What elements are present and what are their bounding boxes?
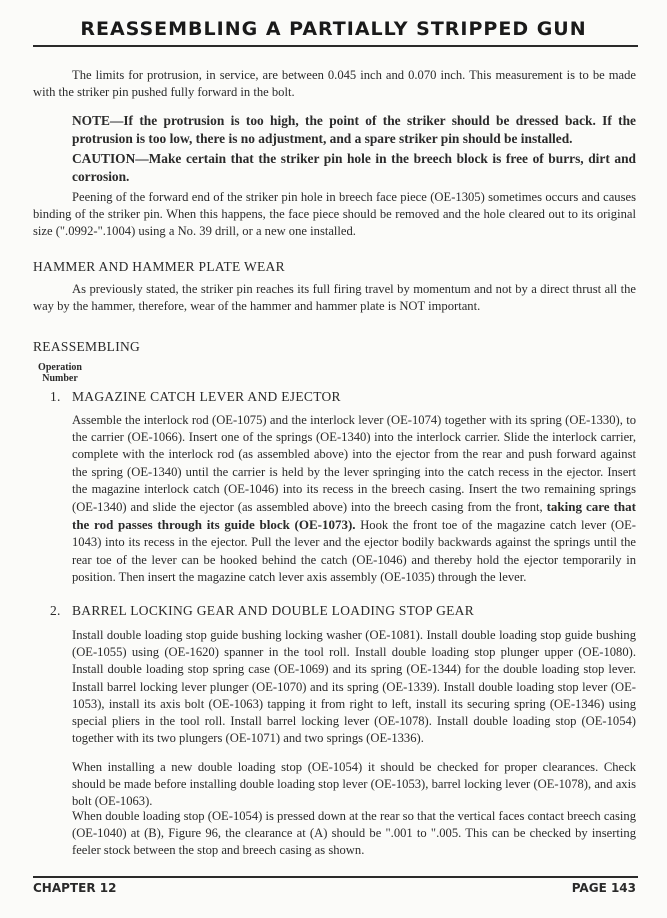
hammer-paragraph: As previously stated, the striker pin reaches its full firing travel by momentum and not by a direct thrust all the way by the hammer, therefore, wear of the hammer and hammer plate is NOT important. (33, 282, 636, 314)
number-label: Number (42, 373, 78, 384)
chapter-label: CHAPTER 12 (33, 881, 117, 895)
footer-divider (33, 876, 638, 878)
op1-paragraph (72, 412, 636, 586)
page-title: REASSEMBLING A PARTIALLY STRIPPED GUN (80, 18, 587, 40)
hammer-heading: HAMMER AND HAMMER PLATE WEAR (33, 259, 285, 274)
reassembling-heading: REASSEMBLING (33, 339, 141, 354)
op2-paragraph-2: When installing a new double loading stop (OE-1054) it should be checked for proper clearances. Check should be made before installing double loading stop lever (OE-1053), barrel locking lever (OE-1078), and axis bolt (OE-1063). (72, 760, 636, 809)
op1-text-a: Assemble the interlock rod (OE-1075) and the interlock lever (OE-1074) together with its spring (OE-1330), to the carrier (OE-1066). Insert one of the springs (OE-1340) into the interlock carrier. Slide the interlock carrier, complete with the interlock rod (as assembled above) into the ejector from the rear and push forward against the spring (OE-1340) until the carrier is held by the lever springing into the catch recess in the ejector. Insert the magazine interlock catch (OE-1046) into its recess in the breech casing. Insert the two remaining springs (OE-1340) and slide the ejector (as assembled above) into the breech casing from the front, (72, 413, 636, 515)
header-divider (33, 45, 638, 47)
op1-text-b: Hook the front toe of the magazine catch lever (OE-1043) into its recess in the ejector. Pull the lever and the ejector bodily backwards against the springs until the rear toe of the lever can be hooked behind the catch (OE-1046) and thereby hold the ejector temporarily in position. Then insert the magazine catch lever axis assembly (OE-1035) through the lever. (72, 518, 637, 584)
peening-paragraph: Peening of the forward end of the striker pin hole in breech face piece (OE-1305) sometimes occurs and causes binding of the striker pin. When this happens, the face piece should be removed and the hole cleared out to its original size (".0992-".1004) using a No. 39 drill, or a new one installed. (33, 190, 636, 239)
operation-label: Operation (38, 362, 82, 373)
page-number: PAGE 143 (571, 881, 636, 895)
intro-paragraph: The limits for protrusion, in service, are between 0.045 inch and 0.070 inch. This measurement is to be made with the striker pin pushed fully forward in the bolt. (33, 68, 636, 100)
caution-text: CAUTION—Make certain that the striker pin hole in the breech block is free of burrs, dirt and corrosion. (72, 151, 636, 184)
op1-heading: MAGAZINE CATCH LEVER AND EJECTOR (72, 389, 341, 404)
op2-paragraph-1: Install double loading stop guide bushing locking washer (OE-1081). Install double loading stop guide bushing (OE-1055) using (OE-1620) spanner in the tool roll. Install double loading stop plunger upper (OE-1080). Install double loading stop spring case (OE-1069) and its spring (OE-1344) for the double loading stop lever. Install barrel locking lever plunger (OE-1070) and its spring (OE-1339). Install double loading stop lever (OE-1053), install its axis bolt (OE-1063) tapping it from right to left, install its securing spring (OE-1346) using special pliers in the tool roll. Install barrel locking lever (OE-1078). Install double loading stop (OE-1054) together with its two plungers (OE-1071) and two springs (OE-1336). (72, 628, 636, 746)
op2-heading: BARREL LOCKING GEAR AND DOUBLE LOADING STOP GEAR (72, 603, 475, 618)
op2-number: 2. (50, 603, 61, 618)
op1-bold-text: taking care that the rod passes through its guide block (OE-1073). (72, 499, 636, 533)
operation-number-label (30, 362, 90, 384)
note-text: NOTE—If the protrusion is too high, the point of the striker should be dressed back. If the protrusion is too low, there is no adjustment, and a spare striker pin should be installed. (72, 113, 636, 146)
op1-number: 1. (50, 389, 61, 404)
op2-paragraph-3: When double loading stop (OE-1054) is pressed down at the rear so that the vertical faces contact breech casing (OE-1040) at (B), Figure 96, the clearance at (A) should be ".001 to ".005. This can be checked by inserting feeler stock between the stop and breech casing as shown. (72, 809, 636, 858)
